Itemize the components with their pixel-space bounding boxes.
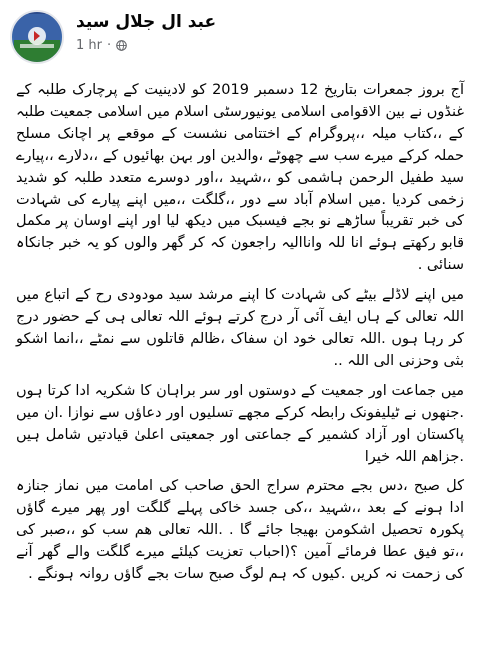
post-paragraph: کل صبح ،دس بجے محترم سراج الحق صاحب کی امامت میں نماز جنازہ ادا ہونے کے بعد ،،شہید ،،کی جسد خاکی پہلے گلگت اور پھر میرے گاؤں پکورہ تحصیل اشکومن بھیجا جائے گا . .اللہ تعالی ھم سب کو ،،صبر کی ،،تو فیق عطا فرمائے آمین ؟(احباب تعزیت کیلئے میرے گلگت والے گھر آنے کی زحمت نہ کریں .کیوں کہ ہم لوگ صبح سات بجے گاؤں روانہ ہونگے . bbox=[16, 478, 464, 583]
post-meta bbox=[76, 38, 216, 53]
post-paragraph: میں جماعت اور جمعیت کے دوستوں اور سر براہان کا شکریہ ادا کرتا ہوں .جنھوں نے ٹیلیفونک رابطہ کرکے مجھے تسلیوں اور دعاؤں سے نوازا .ان میں پاکستان اور آزاد کشمیر کے جماعتی اور جمعیتی اعلیٰ قیادتیں شامل ہیں .جزاھم اللہ خیرا bbox=[16, 382, 464, 465]
post-paragraph: میں اپنے لاڈلے بیٹے کی شہادت کا اپنے مرشد سید مودودی رح کے اتباع میں اللہ تعالی کے ہاں ایف آئی آر درج کرتے ہوئے اللہ تعالی ہی کے حضور درج کر رہا ہوں .اللہ تعالی خود ان سفاک ،ظالم قاتلوں سے نمٹے ،،انما اشکو بثی وحزنی الی اللہ .. bbox=[16, 287, 464, 369]
post-paragraph: آج بروز جمعرات بتاریخ 12 دسمبر 2019 کو لادینیت کے پرچارک طلبہ کے غنڈوں نے بین الاقوامی اسلامی یونیورسٹی اسلام میں اسلامی جمعیت طلبہ کے ،،کتاب میلہ ،،پروگرام کے اختتامی نشست کے موقعے پر اچانک مسلح حملہ کرکے میرے سب سے چھوٹے ،والدین اور بہن بھائیوں کے ،،دلارے ،،پیارے سید طفیل الرحمن ہاشمی کو ،،شہید ،،اور دوسرے متعدد طلبہ کو شدید زخمی کردیا .میں اسلام آباد سے دور ،،گلگت ،،میں اپنے پیارے کی شہادت کی خبر تقریباً ساڑھے نو بجے فیسبک میں دیکھ لیا اور اپنے اوسان پر مکمل قابو رکھتے ہوئے انا للہ واناالیہ راجعون کہ کر گھر والوں کو یہ خبر جانکاہ سنائی . bbox=[16, 82, 464, 274]
author-name[interactable]: عبد ال جلال سید bbox=[76, 12, 217, 32]
post-header bbox=[10, 8, 466, 70]
globe-icon[interactable] bbox=[116, 40, 127, 51]
post-time[interactable]: 1 hr bbox=[76, 38, 102, 53]
meta-separator: · bbox=[107, 38, 112, 53]
author-avatar[interactable] bbox=[10, 10, 64, 64]
author-block bbox=[76, 8, 216, 53]
avatar-flag-icon bbox=[14, 14, 60, 60]
post-body bbox=[10, 80, 466, 586]
